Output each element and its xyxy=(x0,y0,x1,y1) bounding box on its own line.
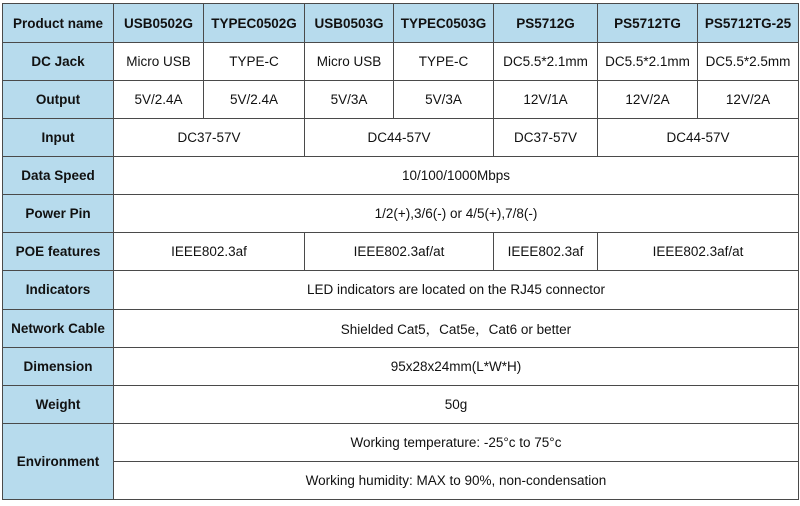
product-typec0503g: TYPEC0503G xyxy=(394,4,494,43)
row-data-speed xyxy=(3,157,799,195)
network-cable-value: Shielded Cat5，Cat5e，Cat6 or better xyxy=(114,309,799,347)
row-input xyxy=(3,119,799,157)
output-cell: 5V/2.4A xyxy=(114,81,204,119)
row-environment-humidity xyxy=(3,461,799,499)
spec-table xyxy=(2,3,799,500)
environment-humidity: Working humidity: MAX to 90%, non-condensation xyxy=(114,461,799,499)
output-cell: 5V/2.4A xyxy=(204,81,305,119)
header-input: Input xyxy=(3,119,114,157)
row-product-name xyxy=(3,4,799,43)
data-speed-value: 10/100/1000Mbps xyxy=(114,157,799,195)
poe-cell: IEEE802.3af xyxy=(494,233,598,271)
row-indicators xyxy=(3,271,799,309)
product-usb0502g: USB0502G xyxy=(114,4,204,43)
input-cell: DC44-57V xyxy=(598,119,799,157)
dc-jack-cell: TYPE-C xyxy=(394,43,494,81)
input-cell: DC37-57V xyxy=(114,119,305,157)
dc-jack-cell: DC5.5*2.1mm xyxy=(494,43,598,81)
row-power-pin xyxy=(3,195,799,233)
row-network-cable xyxy=(3,309,799,347)
header-weight: Weight xyxy=(3,385,114,423)
input-cell: DC37-57V xyxy=(494,119,598,157)
poe-cell: IEEE802.3af xyxy=(114,233,305,271)
header-power-pin: Power Pin xyxy=(3,195,114,233)
product-ps5712g: PS5712G xyxy=(494,4,598,43)
poe-cell: IEEE802.3af/at xyxy=(598,233,799,271)
header-dc-jack: DC Jack xyxy=(3,43,114,81)
row-output xyxy=(3,81,799,119)
header-dimension: Dimension xyxy=(3,347,114,385)
poe-cell: IEEE802.3af/at xyxy=(305,233,494,271)
dc-jack-cell: Micro USB xyxy=(305,43,394,81)
environment-temperature: Working temperature: -25°c to 75°c xyxy=(114,423,799,461)
output-cell: 12V/1A xyxy=(494,81,598,119)
product-usb0503g: USB0503G xyxy=(305,4,394,43)
dimension-value: 95x28x24mm(L*W*H) xyxy=(114,347,799,385)
header-poe-features: POE features xyxy=(3,233,114,271)
weight-value: 50g xyxy=(114,385,799,423)
output-cell: 12V/2A xyxy=(698,81,799,119)
row-dimension xyxy=(3,347,799,385)
header-product-name: Product name xyxy=(3,4,114,43)
header-network-cable: Network Cable xyxy=(3,309,114,347)
header-indicators: Indicators xyxy=(3,271,114,309)
product-ps5712tg: PS5712TG xyxy=(598,4,698,43)
output-cell: 5V/3A xyxy=(305,81,394,119)
dc-jack-cell: Micro USB xyxy=(114,43,204,81)
header-environment: Environment xyxy=(3,423,114,499)
input-cell: DC44-57V xyxy=(305,119,494,157)
product-ps5712tg-25: PS5712TG-25 xyxy=(698,4,799,43)
row-weight xyxy=(3,385,799,423)
row-environment-temperature xyxy=(3,423,799,461)
output-cell: 12V/2A xyxy=(598,81,698,119)
indicators-value: LED indicators are located on the RJ45 connector xyxy=(114,271,799,309)
header-data-speed: Data Speed xyxy=(3,157,114,195)
row-dc-jack xyxy=(3,43,799,81)
dc-jack-cell: DC5.5*2.5mm xyxy=(698,43,799,81)
output-cell: 5V/3A xyxy=(394,81,494,119)
power-pin-value: 1/2(+),3/6(-) or 4/5(+),7/8(-) xyxy=(114,195,799,233)
dc-jack-cell: DC5.5*2.1mm xyxy=(598,43,698,81)
dc-jack-cell: TYPE-C xyxy=(204,43,305,81)
product-typec0502g: TYPEC0502G xyxy=(204,4,305,43)
row-poe-features xyxy=(3,233,799,271)
header-output: Output xyxy=(3,81,114,119)
